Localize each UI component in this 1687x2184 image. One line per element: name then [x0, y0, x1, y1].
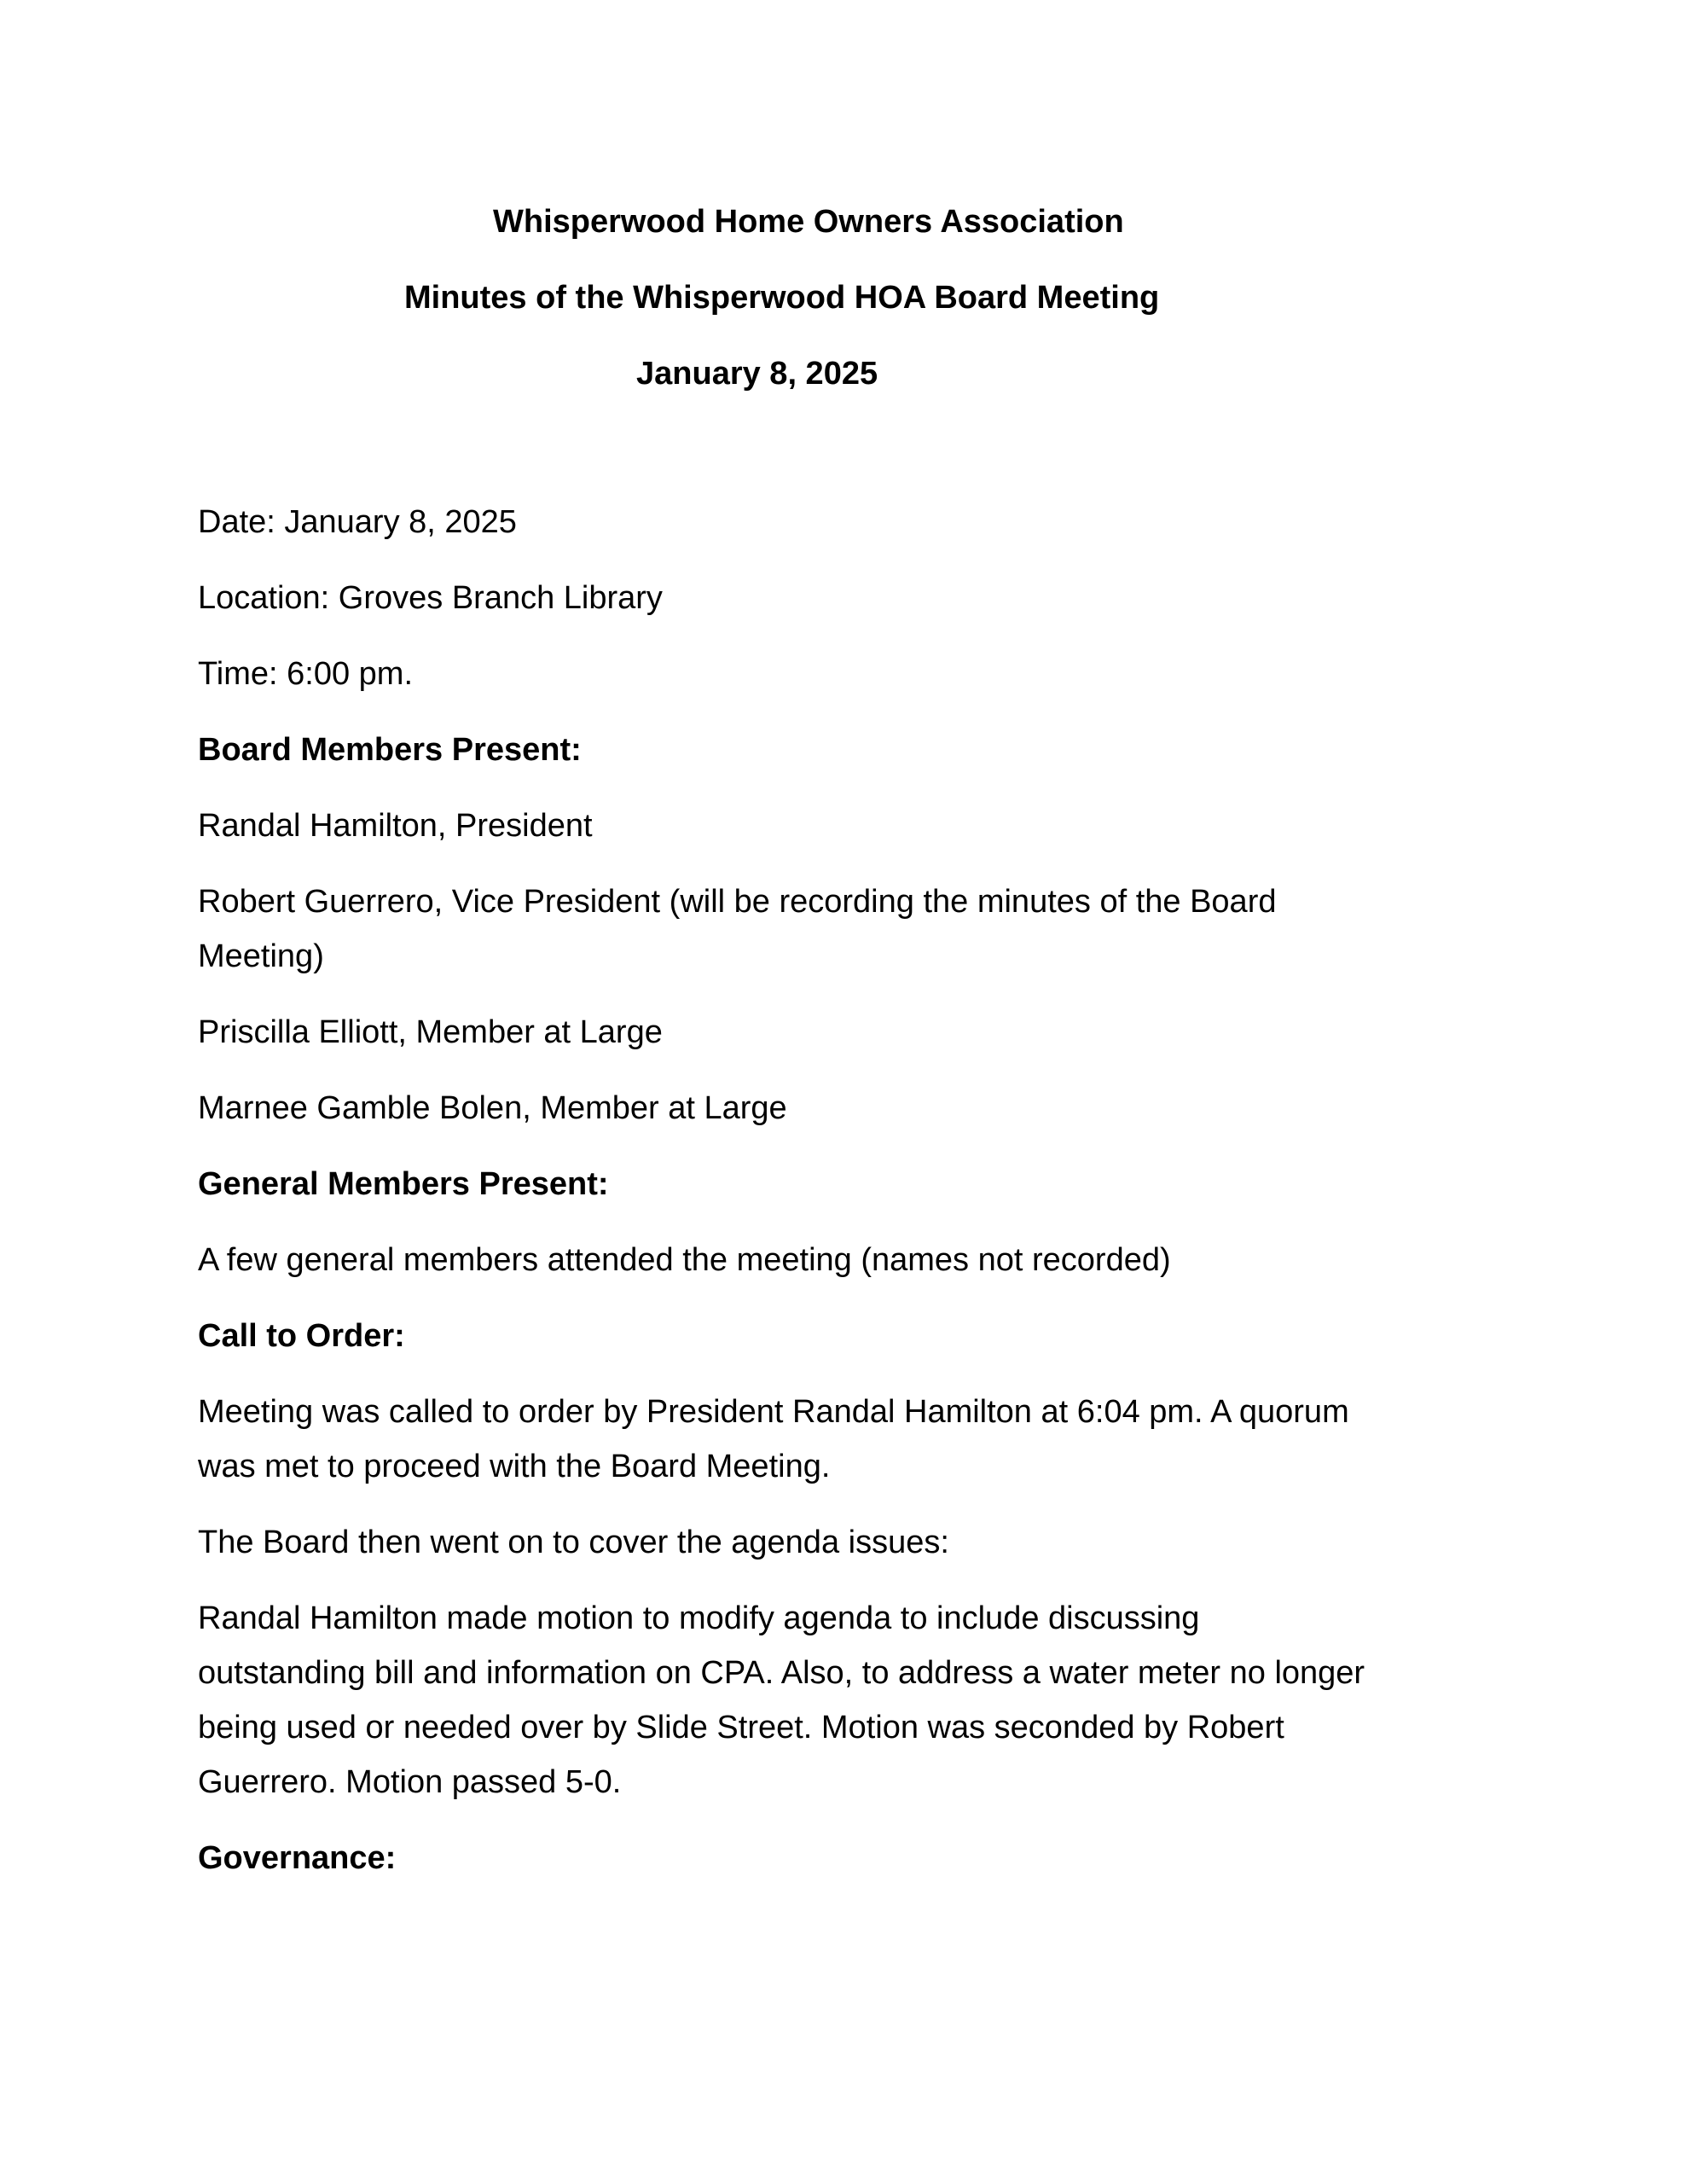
board-member-3: Priscilla Elliott, Member at Large: [198, 1014, 663, 1050]
motion-line-4: Guerrero. Motion passed 5-0.: [198, 1764, 622, 1800]
agenda-intro: The Board then went on to cover the agenda issues:: [198, 1525, 949, 1560]
motion-line-3: being used or needed over by Slide Street. Motion was seconded by Robert: [198, 1710, 1284, 1745]
governance-heading: Governance:: [198, 1840, 397, 1876]
board-member-1: Randal Hamilton, President: [198, 808, 593, 844]
board-members-heading: Board Members Present:: [198, 732, 582, 768]
call-to-order-line-1: Meeting was called to order by President Randal Hamilton at 6:04 pm. A quorum: [198, 1394, 1349, 1430]
motion-line-1: Randal Hamilton made motion to modify agenda to include discussing: [198, 1600, 1200, 1636]
meeting-date-title: January 8, 2025: [636, 356, 878, 392]
general-members-text: A few general members attended the meeting (names not recorded): [198, 1242, 1171, 1278]
board-member-2-continued: Meeting): [198, 938, 324, 974]
time-line: Time: 6:00 pm.: [198, 656, 414, 692]
board-member-2: Robert Guerrero, Vice President (will be recording the minutes of the Board: [198, 884, 1277, 920]
location-line: Location: Groves Branch Library: [198, 580, 663, 616]
document-title: Minutes of the Whisperwood HOA Board Meeting: [404, 280, 1160, 316]
call-to-order-heading: Call to Order:: [198, 1318, 405, 1354]
motion-line-2: outstanding bill and information on CPA. Also, to address a water meter no longer: [198, 1655, 1365, 1691]
organization-title: Whisperwood Home Owners Association: [493, 204, 1124, 240]
date-line: Date: January 8, 2025: [198, 504, 517, 540]
call-to-order-line-2: was met to proceed with the Board Meeting.: [198, 1449, 831, 1484]
general-members-heading: General Members Present:: [198, 1166, 609, 1202]
board-member-4: Marnee Gamble Bolen, Member at Large: [198, 1090, 787, 1126]
